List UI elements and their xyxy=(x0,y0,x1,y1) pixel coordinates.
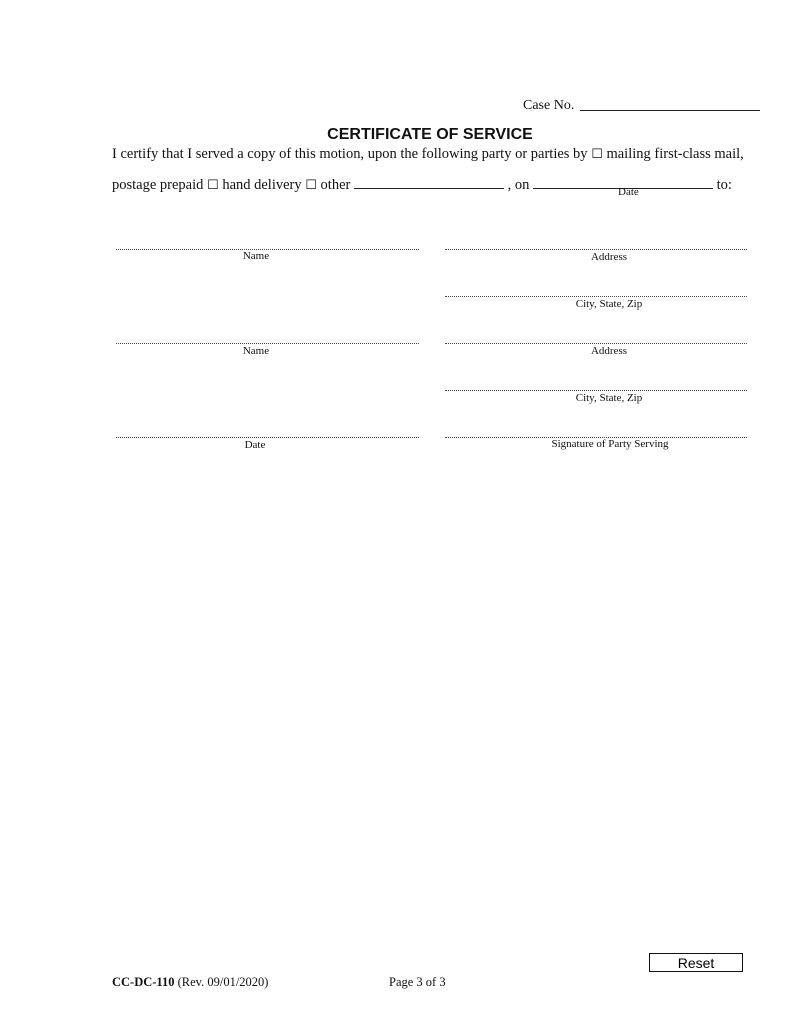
party-2-city-label: City, State, Zip xyxy=(575,392,643,404)
postage-prepaid-label: postage prepaid xyxy=(112,177,204,193)
certificate-title: CERTIFICATE OF SERVICE xyxy=(327,126,533,143)
party-1-city-field[interactable] xyxy=(445,296,747,297)
case-number-field[interactable] xyxy=(580,110,760,111)
party-2-address-label: Address xyxy=(590,345,628,357)
mailing-label: mailing first-class mail, xyxy=(606,146,744,162)
form-code-id: CC-DC-110 xyxy=(112,975,175,989)
other-label: other xyxy=(320,177,351,193)
certify-line-1 xyxy=(112,146,744,163)
signature-date-label: Date xyxy=(244,439,266,451)
party-1-name-label: Name xyxy=(242,250,270,262)
signature-label: Signature of Party Serving xyxy=(551,438,669,450)
other-method-field[interactable] xyxy=(354,174,504,189)
party-2-city-field[interactable] xyxy=(445,390,747,391)
party-2-name-label: Name xyxy=(242,345,270,357)
hand-delivery-label: hand delivery xyxy=(222,177,302,193)
other-checkbox[interactable]: ☐ xyxy=(305,178,317,193)
on-label: , on xyxy=(507,177,530,193)
page-number: Page 3 of 3 xyxy=(389,975,446,989)
form-revision: (Rev. 09/01/2020) xyxy=(177,975,269,989)
party-1-address-field[interactable] xyxy=(445,249,747,250)
case-number-label: Case No. xyxy=(523,98,575,113)
reset-button[interactable]: Reset xyxy=(649,953,743,972)
to-label: to: xyxy=(716,177,732,193)
hand-delivery-checkbox[interactable]: ☐ xyxy=(207,178,219,193)
party-1-address-label: Address xyxy=(590,251,628,263)
party-2-name-field[interactable] xyxy=(116,343,419,344)
service-date-caption: Date xyxy=(618,186,639,198)
party-1-city-label: City, State, Zip xyxy=(575,298,643,310)
signature-date-field[interactable] xyxy=(116,437,419,438)
certify-text: I certify that I served a copy of this motion, upon the following party or parties by xyxy=(112,146,588,162)
mailing-checkbox[interactable]: ☐ xyxy=(591,147,603,162)
party-2-address-field[interactable] xyxy=(445,343,747,344)
form-code xyxy=(112,975,268,990)
